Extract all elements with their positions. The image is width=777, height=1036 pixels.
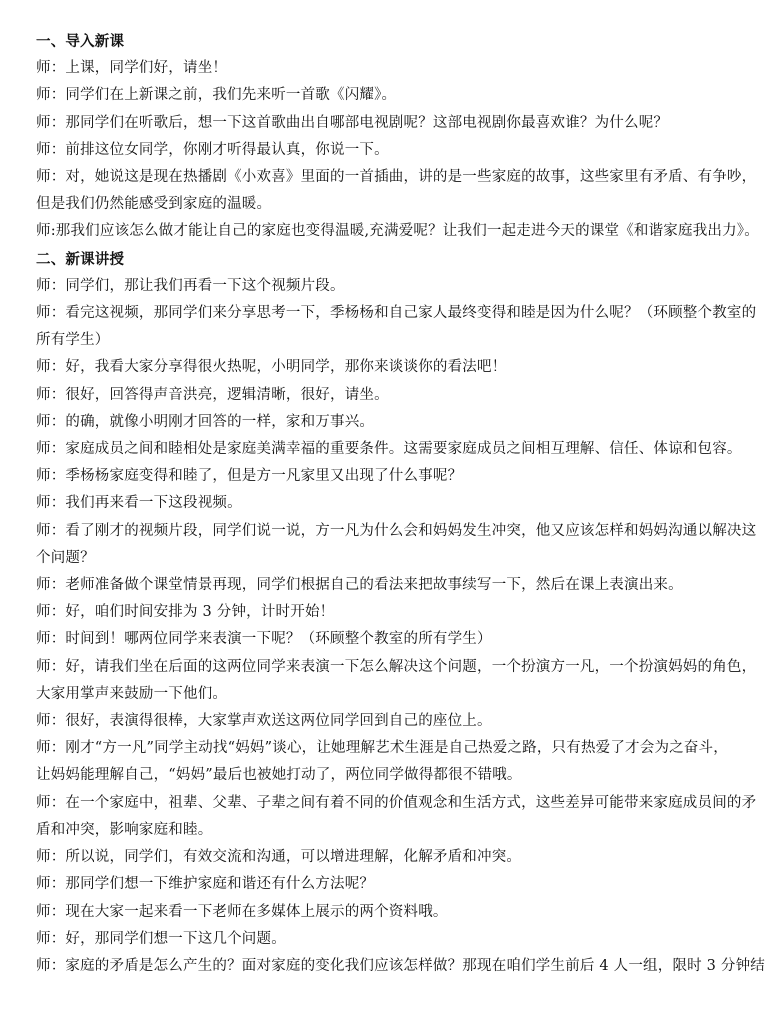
paragraph-line: 师:那我们应该怎么做才能让自己的家庭也变得温暖,充满爱呢？让我们一起走进今天的课堂《和谐家庭我出力》。 (36, 223, 759, 240)
paragraph-line: 师：刚才“方一凡”同学主动找“妈妈”谈心，让她理解艺术生涯是自己热爱之路，只有热爱了才会为之奋斗， (36, 740, 728, 757)
paragraph-line: 师：前排这位女同学，你刚才听得最认真，你说一下。 (36, 141, 389, 158)
paragraph-line: 师：家庭成员之间和睦相处是家庭美满幸福的重要条件。这需要家庭成员之间相互理解、信任、体谅和包容。 (36, 441, 742, 458)
paragraph-line: 师：同学们在上新课之前，我们先来听一首歌《闪耀》。 (36, 87, 397, 104)
paragraph-line: 盾和冲突，影响家庭和睦。 (36, 821, 213, 838)
paragraph-line: 师：好，那同学们想一下这几个问题。 (36, 930, 286, 947)
paragraph-line: 师：很好，表演得很棒，大家掌声欢送这两位同学回到自己的座位上。 (36, 713, 492, 730)
paragraph-line: 大家用掌声来鼓励一下他们。 (36, 685, 228, 702)
paragraph-line: 师：同学们，那让我们再看一下这个视频片段。 (36, 277, 345, 294)
paragraph-line: 师：的确，就像小明刚才回答的一样，家和万事兴。 (36, 413, 375, 430)
paragraph-line: 师：所以说，同学们，有效交流和沟通，可以增进理解，化解矛盾和冲突。 (36, 849, 522, 866)
paragraph-line: 师：家庭的矛盾是怎么产生的？面对家庭的变化我们应该怎样做？那现在咱们学生前后 4 人一组，限时 3 分钟结 (36, 957, 765, 974)
paragraph-line: 师：对，她说这是现在热播剧《小欢喜》里面的一首插曲，讲的是一些家庭的故事，这些家里有矛盾、有争吵， (36, 169, 757, 186)
paragraph-line: 师：时间到！哪两位同学来表演一下呢？（环顾整个教室的所有学生） (36, 631, 492, 648)
paragraph-line: 师：我们再来看一下这段视频。 (36, 495, 242, 512)
paragraph-line: 师：在一个家庭中，祖辈、父辈、子辈之间有着不同的价值观念和生活方式，这些差异可能带来家庭成员间的矛 (36, 794, 757, 811)
paragraph-line: 师：好，我看大家分享得很火热呢，小明同学，那你来谈谈你的看法吧！ (36, 359, 507, 376)
paragraph-line: 师：那同学们想一下维护家庭和谐还有什么方法呢？ (36, 876, 375, 893)
paragraph-line: 但是我们仍然能感受到家庭的温暖。 (36, 196, 272, 213)
section-heading: 二、新课讲授 (36, 250, 125, 268)
paragraph-line: 师：上课，同学们好，请坐！ (36, 60, 228, 77)
paragraph-line: 师：好，咱们时间安排为 3 分钟，计时开始！ (36, 604, 335, 621)
paragraph-line: 所有学生） (36, 332, 110, 349)
paragraph-line: 个问题？ (36, 549, 95, 566)
paragraph-line: 师：季杨杨家庭变得和睦了，但是方一凡家里又出现了什么事呢？ (36, 468, 463, 485)
paragraph-line: 师：现在大家一起来看一下老师在多媒体上展示的两个资料哦。 (36, 903, 448, 920)
paragraph-line: 让妈妈能理解自己，“妈妈”最后也被她打动了，两位同学做得都很不错哦。 (36, 767, 522, 784)
paragraph-line: 师：那同学们在听歌后，想一下这首歌曲出自哪部电视剧呢？这部电视剧你最喜欢谁？为什么呢？ (36, 114, 669, 131)
paragraph-line: 师：老师准备做个课堂情景再现，同学们根据自己的看法来把故事续写一下，然后在课上表演出来。 (36, 577, 683, 594)
paragraph-line: 师：看了刚才的视频片段，同学们说一说，方一凡为什么会和妈妈发生冲突，他又应该怎样和妈妈沟通以解决这 (36, 522, 757, 539)
paragraph-line: 师：好，请我们坐在后面的这两位同学来表演一下怎么解决这个问题，一个扮演方一凡，一个扮演妈妈的角色， (36, 658, 757, 675)
paragraph-line: 师：看完这视频，那同学们来分享思考一下，季杨杨和自己家人最终变得和睦是因为什么呢？（环顾整个教室的 (36, 305, 757, 322)
section-heading: 一、导入新课 (36, 33, 125, 50)
paragraph-line: 师：很好，回答得声音洪亮，逻辑清晰，很好，请坐。 (36, 386, 389, 403)
